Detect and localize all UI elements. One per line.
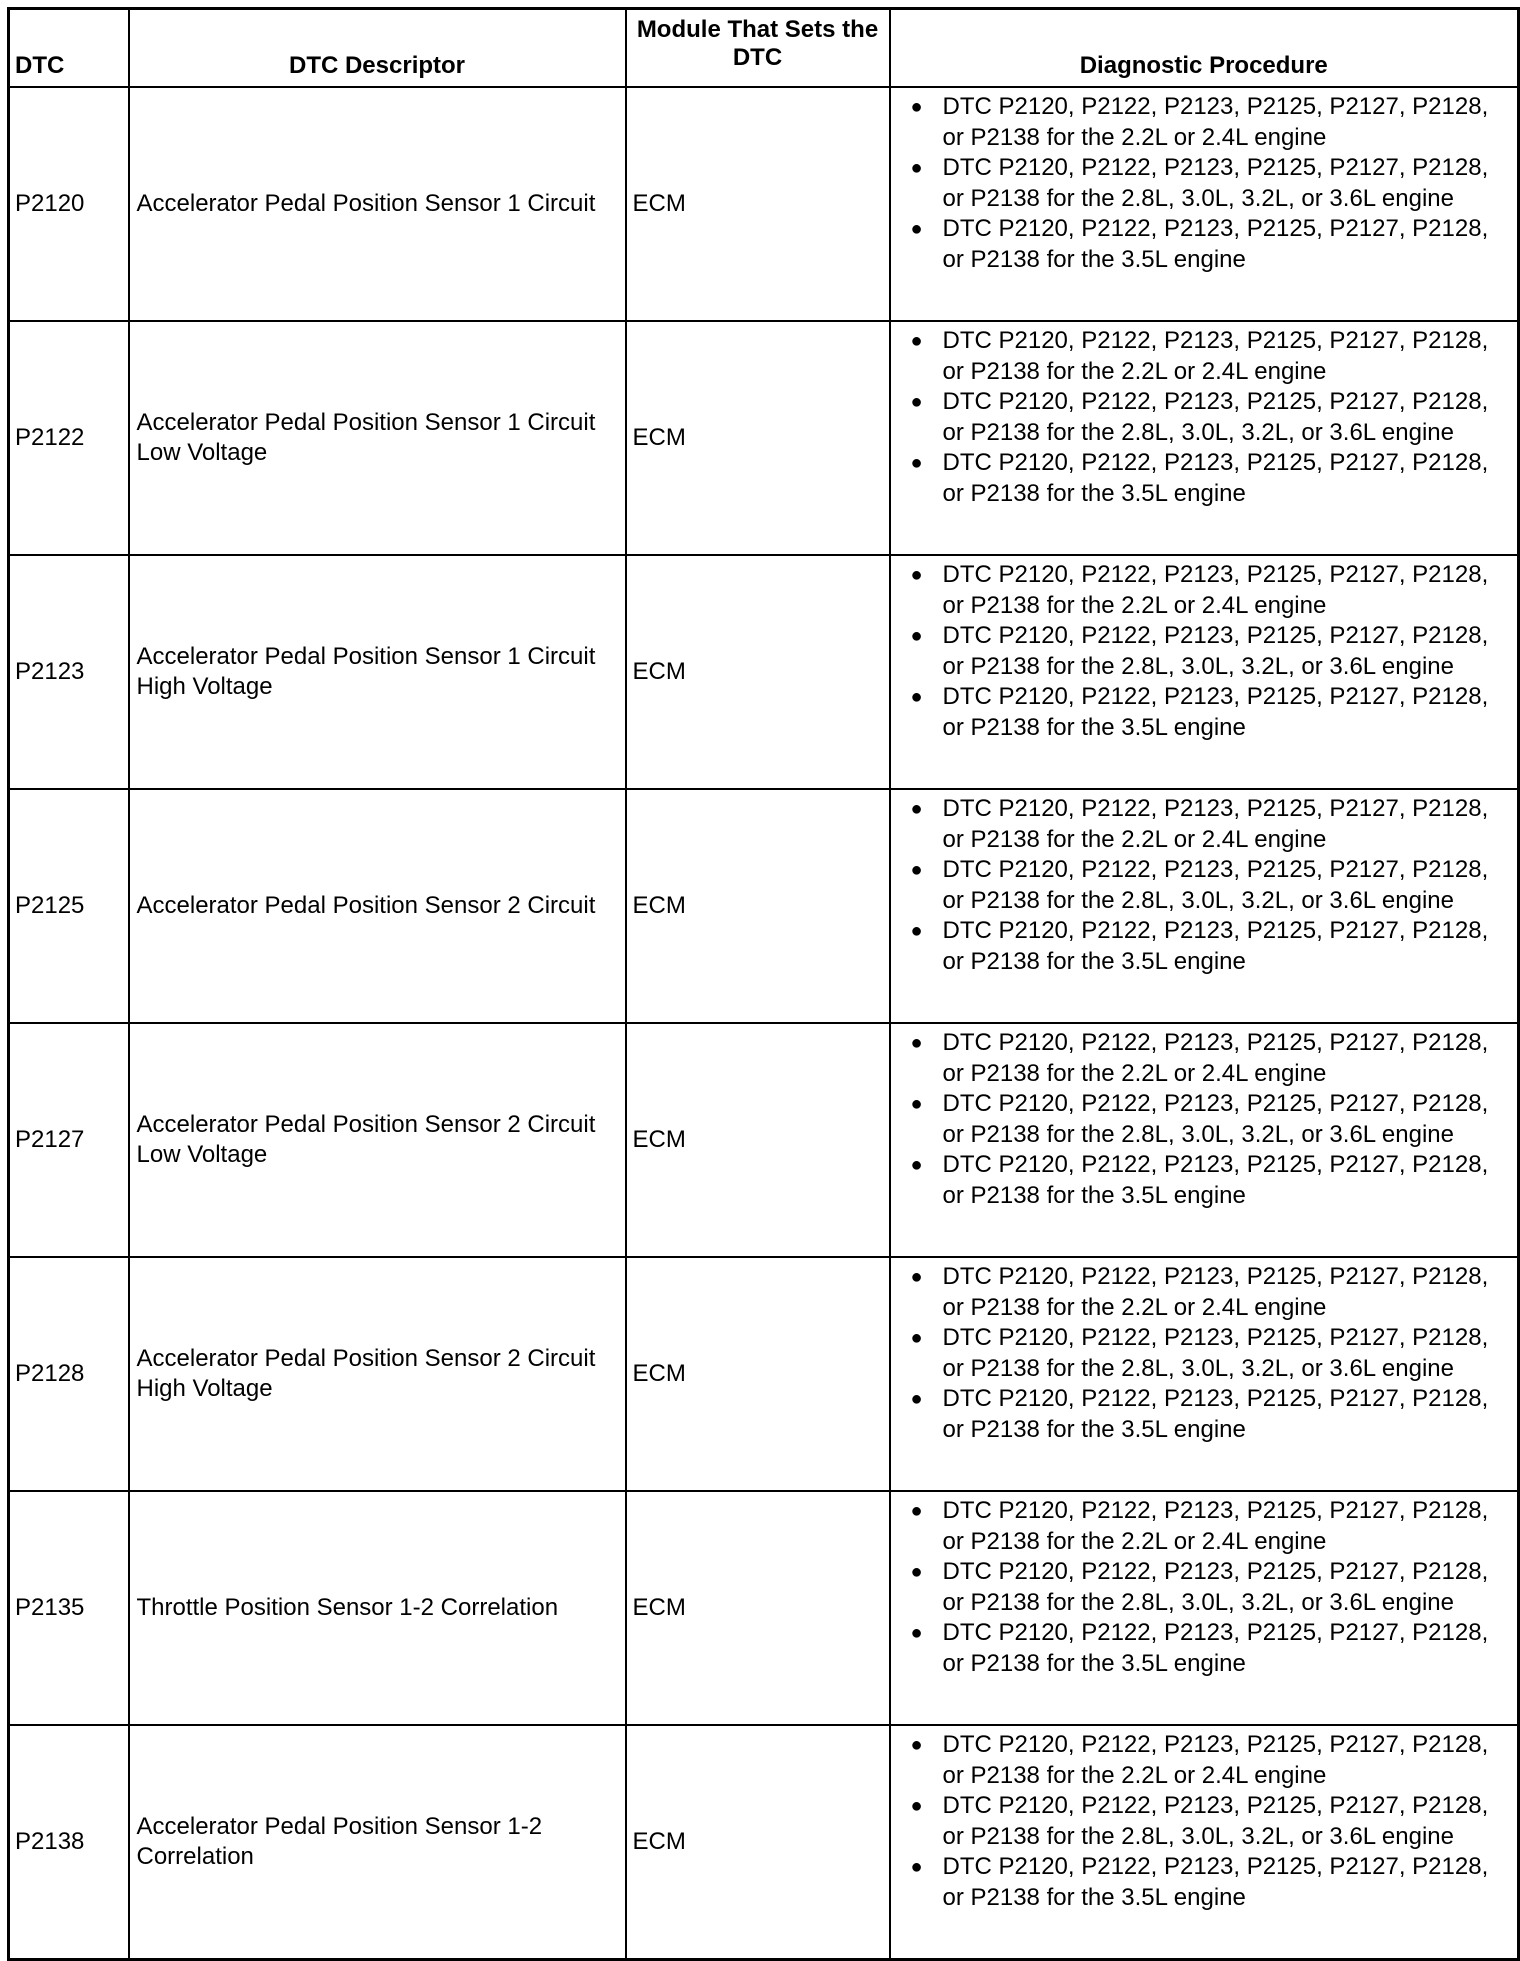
procedure-link[interactable] xyxy=(907,1150,1514,1211)
bullet-icon: ● xyxy=(910,391,923,413)
header-descriptor: DTC Descriptor xyxy=(129,9,626,88)
bullet-icon: ● xyxy=(910,1093,923,1115)
bullet-icon: ● xyxy=(910,452,923,474)
procedure-text: DTC P2120, P2122, P2123, P2125, P2127, P2128, or P2138 for the 2.8L, 3.0L, 3.2L, or 3.6L engine xyxy=(942,622,1489,680)
bullet-icon: ● xyxy=(910,1500,923,1522)
bullet-icon: ● xyxy=(910,798,923,820)
procedure-link[interactable] xyxy=(907,1028,1514,1089)
bullet-icon: ● xyxy=(910,1856,923,1878)
dtc-code: P2127 xyxy=(9,1023,129,1257)
table-row-p2122 xyxy=(9,321,1519,555)
procedure-link[interactable] xyxy=(907,1262,1514,1323)
procedure-text: DTC P2120, P2122, P2123, P2125, P2127, P2128, or P2138 for the 2.2L or 2.4L engine xyxy=(942,1263,1489,1321)
procedure-list xyxy=(907,92,1514,275)
bullet-icon: ● xyxy=(910,1734,923,1756)
table-row-p2125 xyxy=(9,789,1519,1023)
procedure-text: DTC P2120, P2122, P2123, P2125, P2127, P2128, or P2138 for the 3.5L engine xyxy=(942,683,1489,741)
module-name: ECM xyxy=(626,555,890,789)
bullet-icon: ● xyxy=(910,1154,923,1176)
bullet-icon: ● xyxy=(910,625,923,647)
header-row xyxy=(9,9,1519,88)
procedure-text: DTC P2120, P2122, P2123, P2125, P2127, P2128, or P2138 for the 3.5L engine xyxy=(942,1151,1489,1209)
procedure-list xyxy=(907,1262,1514,1445)
dtc-code: P2123 xyxy=(9,555,129,789)
procedure-link[interactable] xyxy=(907,560,1514,621)
table-row-p2138 xyxy=(9,1725,1519,1960)
procedure-cell xyxy=(890,789,1519,1023)
bullet-icon: ● xyxy=(910,1266,923,1288)
dtc-code: P2120 xyxy=(9,87,129,321)
procedure-link[interactable] xyxy=(907,1557,1514,1618)
procedure-link[interactable] xyxy=(907,326,1514,387)
procedure-link[interactable] xyxy=(907,855,1514,916)
module-name: ECM xyxy=(626,321,890,555)
module-name: ECM xyxy=(626,1023,890,1257)
dtc-descriptor: Accelerator Pedal Position Sensor 1 Circuit Low Voltage xyxy=(129,321,626,555)
bullet-icon: ● xyxy=(910,1561,923,1583)
procedure-link[interactable] xyxy=(907,1730,1514,1791)
procedure-list xyxy=(907,1028,1514,1211)
procedure-text: DTC P2120, P2122, P2123, P2125, P2127, P2128, or P2138 for the 2.8L, 3.0L, 3.2L, or 3.6L engine xyxy=(942,1090,1489,1148)
bullet-icon: ● xyxy=(910,1622,923,1644)
procedure-link[interactable] xyxy=(907,916,1514,977)
procedure-cell xyxy=(890,1725,1519,1960)
procedure-text: DTC P2120, P2122, P2123, P2125, P2127, P2128, or P2138 for the 2.8L, 3.0L, 3.2L, or 3.6L engine xyxy=(942,154,1489,212)
dtc-descriptor: Accelerator Pedal Position Sensor 1 Circuit High Voltage xyxy=(129,555,626,789)
bullet-icon: ● xyxy=(910,1388,923,1410)
table-row-p2120 xyxy=(9,87,1519,321)
procedure-text: DTC P2120, P2122, P2123, P2125, P2127, P2128, or P2138 for the 2.2L or 2.4L engine xyxy=(942,1029,1489,1087)
procedure-cell xyxy=(890,1023,1519,1257)
procedure-list xyxy=(907,1730,1514,1913)
procedure-cell xyxy=(890,87,1519,321)
header-dtc: DTC xyxy=(9,9,129,88)
procedure-link[interactable] xyxy=(907,448,1514,509)
dtc-code: P2135 xyxy=(9,1491,129,1725)
procedure-cell xyxy=(890,1257,1519,1491)
procedure-link[interactable] xyxy=(907,1496,1514,1557)
procedure-link[interactable] xyxy=(907,1618,1514,1679)
procedure-list xyxy=(907,560,1514,743)
dtc-code: P2122 xyxy=(9,321,129,555)
procedure-text: DTC P2120, P2122, P2123, P2125, P2127, P2128, or P2138 for the 3.5L engine xyxy=(942,1385,1489,1443)
dtc-descriptor: Accelerator Pedal Position Sensor 1-2 Correlation xyxy=(129,1725,626,1960)
bullet-icon: ● xyxy=(910,564,923,586)
procedure-text: DTC P2120, P2122, P2123, P2125, P2127, P2128, or P2138 for the 2.2L or 2.4L engine xyxy=(942,561,1489,619)
procedure-link[interactable] xyxy=(907,794,1514,855)
procedure-text: DTC P2120, P2122, P2123, P2125, P2127, P2128, or P2138 for the 2.8L, 3.0L, 3.2L, or 3.6L engine xyxy=(942,856,1489,914)
procedure-text: DTC P2120, P2122, P2123, P2125, P2127, P2128, or P2138 for the 3.5L engine xyxy=(942,917,1489,975)
bullet-icon: ● xyxy=(910,218,923,240)
procedure-list xyxy=(907,1496,1514,1679)
procedure-list xyxy=(907,794,1514,977)
bullet-icon: ● xyxy=(910,686,923,708)
procedure-list xyxy=(907,326,1514,509)
dtc-code: P2128 xyxy=(9,1257,129,1491)
procedure-link[interactable] xyxy=(907,621,1514,682)
dtc-descriptor: Accelerator Pedal Position Sensor 1 Circuit xyxy=(129,87,626,321)
procedure-link[interactable] xyxy=(907,214,1514,275)
procedure-link[interactable] xyxy=(907,1852,1514,1913)
header-procedure: Diagnostic Procedure xyxy=(890,9,1519,88)
bullet-icon: ● xyxy=(910,1032,923,1054)
dtc-descriptor: Throttle Position Sensor 1-2 Correlation xyxy=(129,1491,626,1725)
procedure-text: DTC P2120, P2122, P2123, P2125, P2127, P2128, or P2138 for the 2.8L, 3.0L, 3.2L, or 3.6L engine xyxy=(942,1792,1489,1850)
procedure-cell xyxy=(890,1491,1519,1725)
table-header xyxy=(9,9,1519,88)
procedure-text: DTC P2120, P2122, P2123, P2125, P2127, P2128, or P2138 for the 2.2L or 2.4L engine xyxy=(942,93,1489,151)
module-name: ECM xyxy=(626,87,890,321)
procedure-text: DTC P2120, P2122, P2123, P2125, P2127, P2128, or P2138 for the 3.5L engine xyxy=(942,1853,1489,1911)
procedure-link[interactable] xyxy=(907,1791,1514,1852)
procedure-link[interactable] xyxy=(907,682,1514,743)
bullet-icon: ● xyxy=(910,1795,923,1817)
procedure-link[interactable] xyxy=(907,1323,1514,1384)
procedure-text: DTC P2120, P2122, P2123, P2125, P2127, P2128, or P2138 for the 2.2L or 2.4L engine xyxy=(942,1731,1489,1789)
bullet-icon: ● xyxy=(910,96,923,118)
procedure-cell xyxy=(890,555,1519,789)
dtc-code: P2125 xyxy=(9,789,129,1023)
procedure-cell xyxy=(890,321,1519,555)
procedure-text: DTC P2120, P2122, P2123, P2125, P2127, P2128, or P2138 for the 2.8L, 3.0L, 3.2L, or 3.6L engine xyxy=(942,1558,1489,1616)
procedure-text: DTC P2120, P2122, P2123, P2125, P2127, P2128, or P2138 for the 2.2L or 2.4L engine xyxy=(942,1497,1489,1555)
module-name: ECM xyxy=(626,1257,890,1491)
procedure-text: DTC P2120, P2122, P2123, P2125, P2127, P2128, or P2138 for the 2.8L, 3.0L, 3.2L, or 3.6L engine xyxy=(942,1324,1489,1382)
procedure-text: DTC P2120, P2122, P2123, P2125, P2127, P2128, or P2138 for the 3.5L engine xyxy=(942,1619,1489,1677)
procedure-link[interactable] xyxy=(907,387,1514,448)
dtc-descriptor: Accelerator Pedal Position Sensor 2 Circuit High Voltage xyxy=(129,1257,626,1491)
procedure-text: DTC P2120, P2122, P2123, P2125, P2127, P2128, or P2138 for the 3.5L engine xyxy=(942,449,1489,507)
bullet-icon: ● xyxy=(910,330,923,352)
procedure-link[interactable] xyxy=(907,92,1514,153)
module-name: ECM xyxy=(626,1491,890,1725)
procedure-text: DTC P2120, P2122, P2123, P2125, P2127, P2128, or P2138 for the 2.2L or 2.4L engine xyxy=(942,795,1489,853)
module-name: ECM xyxy=(626,1725,890,1960)
table-row-p2128 xyxy=(9,1257,1519,1491)
procedure-link[interactable] xyxy=(907,153,1514,214)
dtc-descriptor: Accelerator Pedal Position Sensor 2 Circuit xyxy=(129,789,626,1023)
bullet-icon: ● xyxy=(910,1327,923,1349)
table-body xyxy=(9,87,1519,1960)
dtc-code: P2138 xyxy=(9,1725,129,1960)
table-row-p2123 xyxy=(9,555,1519,789)
dtc-descriptor: Accelerator Pedal Position Sensor 2 Circuit Low Voltage xyxy=(129,1023,626,1257)
procedure-link[interactable] xyxy=(907,1089,1514,1150)
procedure-text: DTC P2120, P2122, P2123, P2125, P2127, P2128, or P2138 for the 3.5L engine xyxy=(942,215,1489,273)
bullet-icon: ● xyxy=(910,920,923,942)
module-name: ECM xyxy=(626,789,890,1023)
header-module: Module That Sets the DTC xyxy=(626,9,890,88)
procedure-link[interactable] xyxy=(907,1384,1514,1445)
procedure-text: DTC P2120, P2122, P2123, P2125, P2127, P2128, or P2138 for the 2.8L, 3.0L, 3.2L, or 3.6L engine xyxy=(942,388,1489,446)
dtc-table xyxy=(7,7,1520,1961)
table-row-p2135 xyxy=(9,1491,1519,1725)
procedure-text: DTC P2120, P2122, P2123, P2125, P2127, P2128, or P2138 for the 2.2L or 2.4L engine xyxy=(942,327,1489,385)
bullet-icon: ● xyxy=(910,859,923,881)
bullet-icon: ● xyxy=(910,157,923,179)
table-row-p2127 xyxy=(9,1023,1519,1257)
